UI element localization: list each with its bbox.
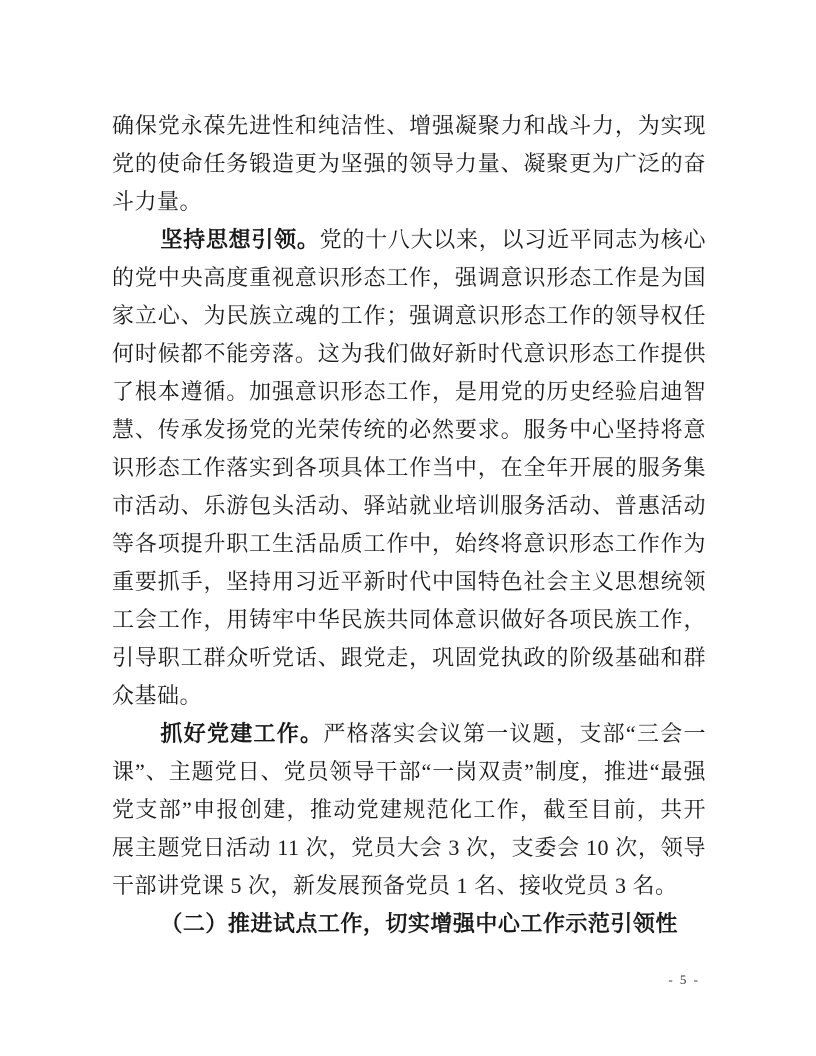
page-number: - 5 - bbox=[668, 972, 700, 987]
paragraph bbox=[112, 221, 706, 715]
paragraph-lead-bold: 坚持思想引领。 bbox=[160, 227, 320, 252]
subheading-text: （二）推进试点工作，切实增强中心工作示范引领性 bbox=[160, 911, 678, 936]
paragraph-text: 党的十八大以来，以习近平同志为核心的党中央高度重视意识形态工作，强调意识形态工作是为国家立心、为民族立魂的工作；强调意识形态工作的领导权任何时候都不能旁落。这为我们做好新时代意识形态工作提供了根本遵循。加强意识形态工作，是用党的历史经验启迪智慧、传承发扬党的光荣传统的必然要求。服务中心坚持将意识形态工作落实到各项具体工作当中，在全年开展的服务集市活动、乐游包头活动、驿站就业培训服务活动、普惠活动等各项提升职工生活品质工作中，始终将意识形态工作作为重要抓手，坚持用习近平新时代中国特色社会主义思想统领工会工作，用铸牢中华民族共同体意识做好各项民族工作，引导职工群众听党话、跟党走，巩固党执政的阶级基础和群众基础。 bbox=[112, 227, 706, 708]
paragraph-text: 严格落实会议第一议题，支部“三会一课”、主题党日、党员领导干部“一岗双责”制度，推进“最强党支部”申报创建，推动党建规范化工作，截至目前，共开展主题党日活动 11 次，党员大会 3 次，支委会 10 次，领导干部讲党课 5 次，新发展预备党员 1 名、接收党员 3 名。 bbox=[112, 721, 706, 898]
section-subheading bbox=[112, 905, 706, 943]
paragraph bbox=[112, 715, 706, 905]
paragraph-lead-bold: 抓好党建工作。 bbox=[160, 721, 324, 746]
paragraph-text: 确保党永葆先进性和纯洁性、增强凝聚力和战斗力，为实现党的使命任务锻造更为坚强的领导力量、凝聚更为广泛的奋斗力量。 bbox=[112, 113, 706, 214]
paragraph bbox=[112, 107, 706, 221]
document-body bbox=[112, 107, 706, 943]
